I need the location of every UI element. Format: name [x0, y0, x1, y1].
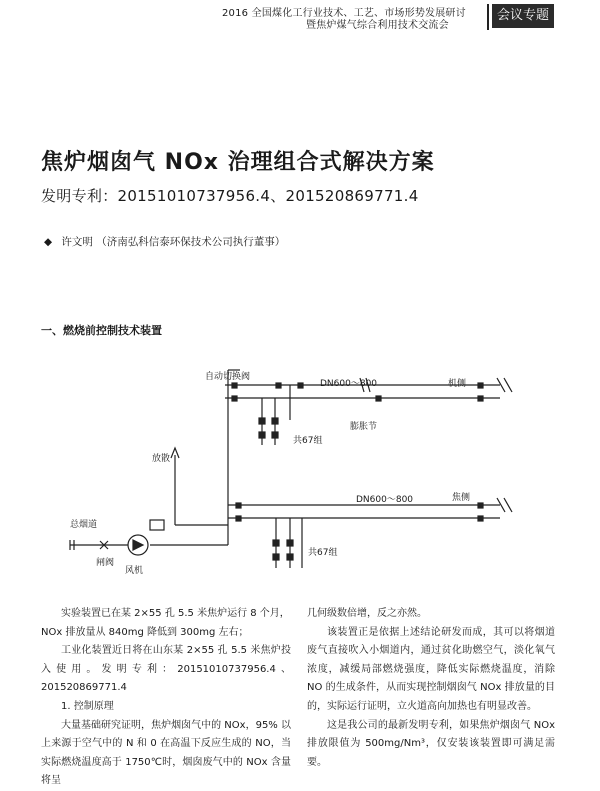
label-dn-bottom: DN600～800 [356, 495, 414, 505]
label-main-flue: 总烟道 [70, 520, 98, 530]
paragraph: 大量基础研究证明，焦炉烟囱气中的 NOx，95% 以上来源于空气中的 N 和 0 在高温下反应生成的 NO，当实际燃烧温度高于 1750℃时，烟囱废气中的 NOx 含量将呈 [41, 719, 291, 787]
paragraph: 该装置正是依据上述结论研发而成，其可以将烟道废气直接吹入小烟道内，通过贫化助燃空气，淡化氧气浓度，减缓局部燃烧强度，降低实际燃烧温度，消除 NO 的生成条件，从而实现控制烟囱气 NOx 排放量的目的，实际运行证明，立火道高向加热也有明显改善。 [307, 626, 555, 712]
label-expansion-joint: 膨胀节 [350, 422, 378, 432]
paragraph: NOx 排放量从 840mg 降低到 300mg 左右； [41, 626, 249, 638]
left-column [41, 605, 291, 791]
article-title: 焦炉烟囱气 NOx 治理组合式解决方案 [41, 150, 435, 175]
paragraph: 工业化装置近日将在山东某 2×55 孔 5.5 米焦炉投入使用。发明专利：20151010737956.4、201520869771.4 [41, 645, 291, 694]
label-vent: 放散 [152, 454, 171, 464]
label-coke-side: 焦侧 [452, 493, 471, 503]
label-auto-valve: 自动切换阀 [205, 372, 251, 382]
section-heading: 一、燃烧前控制技术装置 [41, 324, 162, 337]
author-name: 许文明 [61, 236, 93, 248]
label-fan: 风机 [125, 566, 144, 576]
label-dn-top: DN600～800 [320, 379, 378, 389]
author-affiliation: （济南弘科信泰环保技术公司执行董事） [96, 236, 286, 248]
subheading: 1. 控制原理 [61, 700, 114, 712]
paragraph: 这是我公司的最新发明专利，如果焦炉烟囱气 NOx 排放限值为 500mg/Nm³，仅安装该装置即可满足需要。 [307, 719, 555, 768]
paragraph: 几何级数倍增，反之亦然。 [307, 608, 427, 619]
label-groups-bottom: 共67组 [308, 548, 338, 558]
section-badge: 会议专题 [492, 4, 554, 28]
conference-title-line2: 暨焦炉煤气综合利用技术交流会 [306, 20, 449, 31]
diamond-bullet-icon: ◆ [44, 236, 53, 248]
label-groups-top: 共67组 [293, 436, 323, 446]
right-column [307, 605, 555, 772]
conference-title-line1: 2016 全国煤化工行业技术、工艺、市场形势发展研讨 [222, 8, 466, 19]
patent-numbers: 发明专利：20151010737956.4、201520869771.4 [41, 187, 419, 205]
label-machine-side: 机侧 [448, 379, 467, 389]
label-gate-valve: 闸阀 [96, 558, 115, 568]
fan-motor-icon [150, 520, 164, 530]
paragraph: 实验装置已在某 2×55 孔 5.5 米焦炉运行 8 个月， [61, 608, 290, 619]
